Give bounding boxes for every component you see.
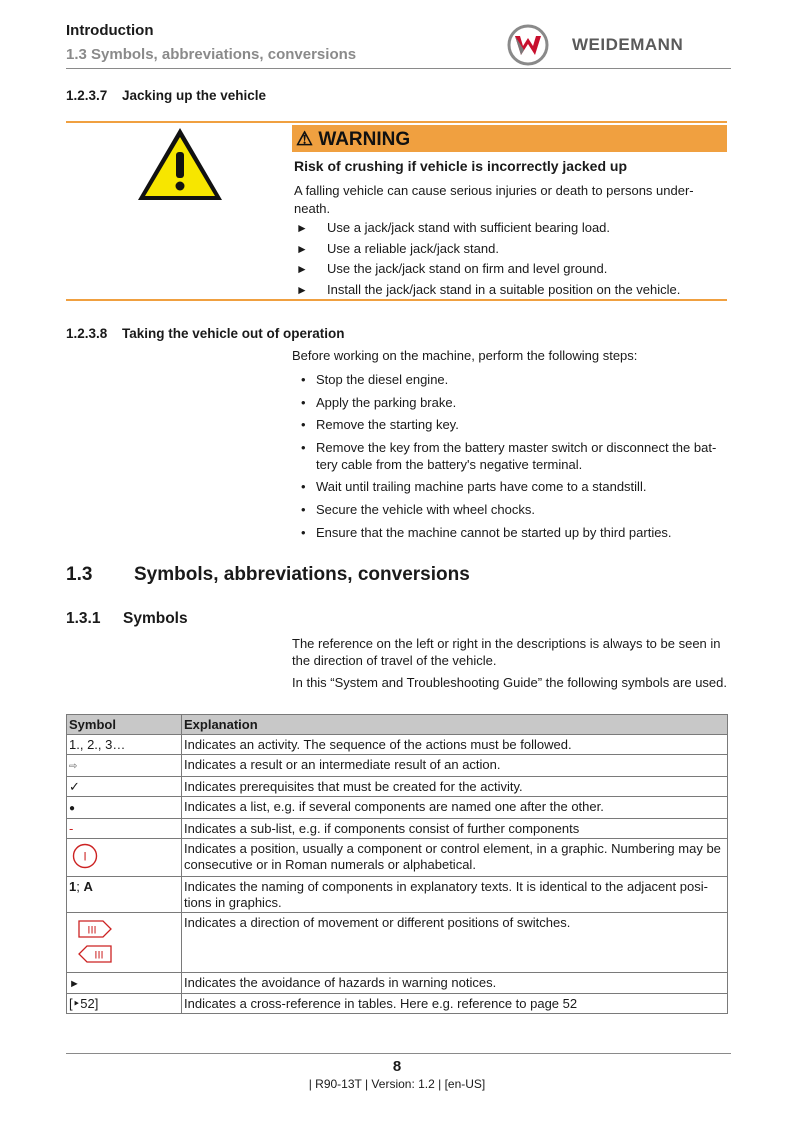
- symbol-cell: [67, 777, 182, 797]
- table-row: [67, 839, 728, 877]
- table-row: [67, 777, 728, 797]
- table-row: [67, 913, 728, 973]
- warning-description: A falling vehicle can cause serious injuries or death to persons under-neath.: [294, 183, 694, 216]
- list-item: ► Use a jack/jack stand with sufficient bearing load.: [294, 218, 724, 239]
- header-section: 1.3 Symbols, abbreviations, conversions: [66, 46, 357, 63]
- arrow-right-icon: ►: [296, 262, 308, 277]
- warning-label: ⚠ WARNING: [296, 129, 411, 150]
- bullet-icon: ●: [69, 803, 76, 814]
- warning-banner: [292, 125, 727, 152]
- out-of-operation-heading: [66, 326, 345, 341]
- result-arrow-icon: ⇨: [69, 761, 78, 772]
- checkmark-icon: ✓: [69, 779, 80, 794]
- table-row: [67, 877, 728, 913]
- explanation-cell: Indicates a position, usually a component or control element, in a graphic. Numbering may be consecutive or in Roman numerals or alphabetical.: [182, 839, 728, 877]
- symbol-cell: [67, 913, 182, 973]
- svg-text:III: III: [87, 924, 97, 937]
- weidemann-logo-icon: [506, 24, 550, 66]
- explanation-cell: Indicates a sub-list, e.g. if components consist of further components: [182, 819, 728, 839]
- list-item: • Stop the diesel engine.: [301, 372, 449, 387]
- dash-icon: -: [69, 821, 74, 836]
- table-row: [67, 973, 728, 994]
- warning-sign-icon: ⚠: [296, 129, 314, 150]
- brand-logo: [506, 24, 731, 66]
- symbols-paragraph-1: The reference on the left or right in the descriptions is always to be seen in the direction of travel of the vehicle.: [292, 636, 721, 668]
- warning-bottom-rule: [66, 299, 727, 301]
- arrow-right-icon: ►: [296, 283, 308, 298]
- svg-text:I: I: [83, 849, 87, 864]
- page-number: 8: [392, 1058, 402, 1075]
- warning-top-rule: [66, 121, 727, 123]
- warning-heading: Risk of crushing if vehicle is incorrectly jacked up: [294, 158, 627, 174]
- explanation-cell: Indicates a direction of movement or different positions of switches.: [182, 913, 728, 973]
- position-circle-icon: [71, 843, 99, 869]
- symbols-table: [66, 714, 728, 1014]
- out-of-operation-number: 1.2.3.8: [66, 326, 108, 341]
- explanation-cell: Indicates prerequisites that must be created for the activity.: [182, 777, 728, 797]
- list-item: • Remove the key from the battery master switch or disconnect the bat-tery cable from the battery's negative terminal.: [301, 439, 717, 472]
- column-header-symbol: Symbol: [67, 715, 182, 735]
- section-title: Symbols, abbreviations, conversions: [134, 564, 470, 585]
- list-item: • Remove the starting key.: [301, 417, 459, 433]
- explanation-cell: Indicates the naming of components in explanatory texts. It is identical to the adjacent posi-tions in graphics.: [182, 877, 728, 913]
- symbol-cell: [67, 994, 182, 1014]
- warning-triangle-icon: [134, 124, 226, 204]
- symbols-number: 1.3.1: [66, 610, 101, 627]
- footer-divider: [66, 1053, 731, 1054]
- symbols-heading: [66, 610, 188, 628]
- list-item: ► Use a reliable jack/jack stand.: [294, 239, 724, 260]
- symbol-cell: [67, 797, 182, 819]
- jacking-number: 1.2.3.7: [66, 88, 108, 103]
- out-of-operation-title: Taking the vehicle out of operation: [122, 326, 345, 341]
- table-row: [67, 735, 728, 755]
- symbol-cell: 1., 2., 3…: [67, 735, 182, 755]
- explanation-cell: Indicates the avoidance of hazards in warning notices.: [182, 973, 728, 994]
- svg-text:III: III: [94, 949, 104, 962]
- symbol-cell: [67, 973, 182, 994]
- symbols-paragraph-2: In this “System and Troubleshooting Guide” the following symbols are used.: [292, 675, 728, 690]
- out-of-operation-intro: Before working on the machine, perform the following steps:: [292, 348, 638, 363]
- table-row: [67, 797, 728, 819]
- list-item: ► Use the jack/jack stand on firm and level ground.: [294, 259, 724, 280]
- list-item: • Ensure that the machine cannot be started up by third parties.: [301, 524, 672, 540]
- header-divider: [66, 68, 731, 69]
- warning-steps: [294, 218, 724, 301]
- table-row: [67, 994, 728, 1014]
- jacking-heading: [66, 88, 266, 103]
- list-item: • Wait until trailing machine parts have come to a standstill.: [301, 479, 647, 495]
- list-item: • Secure the vehicle with wheel chocks.: [301, 501, 535, 517]
- symbol-cell: 1; A: [67, 877, 182, 913]
- table-row: [67, 819, 728, 839]
- section-heading: [66, 564, 470, 586]
- section-number: 1.3: [66, 564, 93, 585]
- explanation-cell: Indicates an activity. The sequence of the actions must be followed.: [182, 735, 728, 755]
- list-item: ► Install the jack/jack stand in a suitable position on the vehicle.: [294, 280, 724, 301]
- arrow-right-icon: ►: [296, 241, 308, 256]
- explanation-cell: Indicates a list, e.g. if several components are named one after the other.: [182, 797, 728, 819]
- symbols-title: Symbols: [123, 610, 188, 627]
- direction-arrows-icon: [77, 918, 127, 970]
- list-item: • Apply the parking brake.: [301, 394, 457, 410]
- symbol-cell: [67, 839, 182, 877]
- out-of-operation-steps: [300, 371, 728, 546]
- cross-reference-symbol: [‣52]: [69, 996, 99, 1011]
- column-header-explanation: Explanation: [182, 715, 728, 735]
- arrow-right-icon: ►: [296, 221, 308, 235]
- symbol-cell: [67, 819, 182, 839]
- document-reference: | R90-13T | Version: 1.2 | [en-US]: [308, 1077, 486, 1091]
- jacking-title: Jacking up the vehicle: [122, 88, 267, 103]
- hazard-arrow-icon: ►: [69, 978, 80, 990]
- brand-name: WEIDEMANN: [572, 35, 684, 54]
- explanation-cell: Indicates a result or an intermediate result of an action.: [182, 755, 728, 777]
- table-row: [67, 755, 728, 777]
- symbol-cell: [67, 755, 182, 777]
- explanation-cell: Indicates a cross-reference in tables. Here e.g. reference to page 52: [182, 994, 728, 1014]
- header-chapter: Introduction: [66, 22, 154, 39]
- table-header-row: [67, 715, 728, 735]
